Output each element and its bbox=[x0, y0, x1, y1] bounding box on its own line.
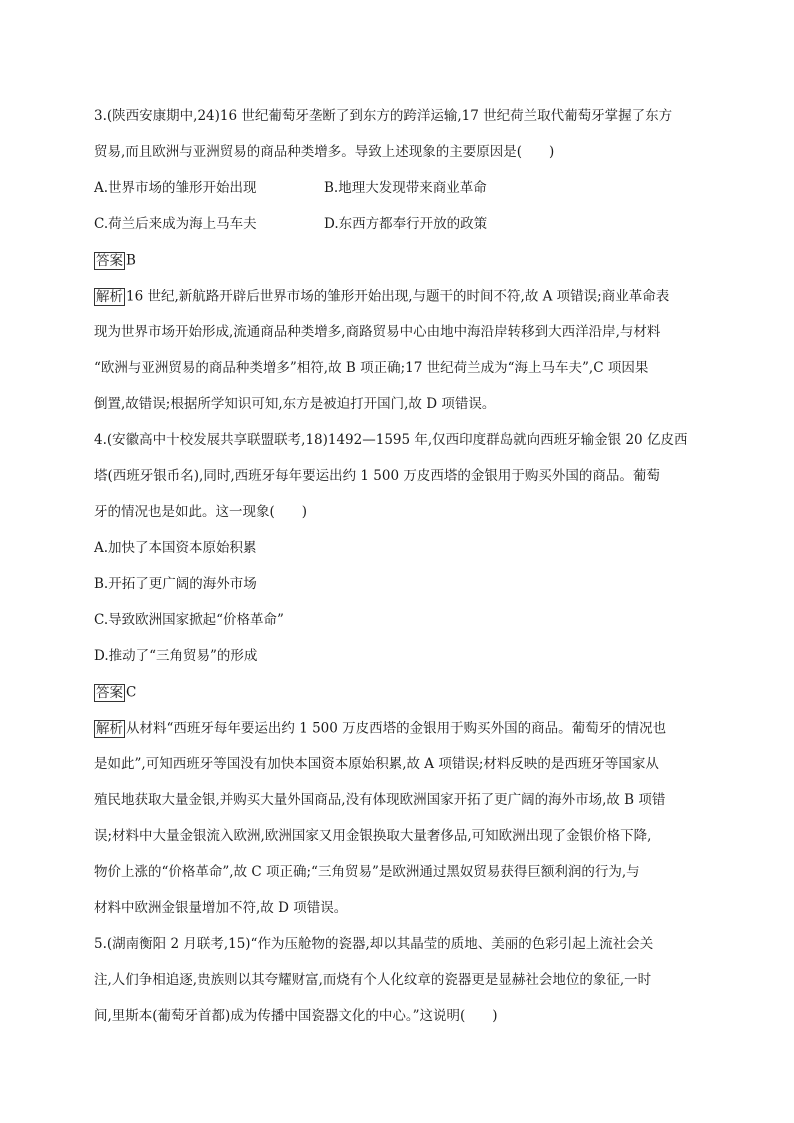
analysis-text: 从材料“西班牙每年要运出约 1 500 万皮西塔的金银用于购买外国的商品。葡萄牙的情况也 bbox=[126, 720, 667, 737]
analysis-line bbox=[94, 710, 696, 746]
analysis-text: 是如此”,可知西班牙等国没有加快本国资本原始积累,故 A 项错误;材料反映的是西班牙等国家从 bbox=[94, 756, 659, 772]
question-stem-line: 5.(湖南衡阳 2 月联考,15)“作为压舱物的瓷器,却以其晶莹的质地、美丽的色彩引起上流社会关 bbox=[94, 936, 654, 952]
question-5 bbox=[94, 926, 696, 1034]
analysis-text: 误;材料中大量金银流入欧洲,欧洲国家又用金银换取大量奢侈品,可知欧洲出现了金银价格下降, bbox=[94, 828, 652, 844]
analysis-text: 殖民地获取大量金银,并购买大量外国商品,没有体现欧洲国家开拓了更广阔的海外市场,故 B 项错 bbox=[94, 792, 666, 808]
analysis-text: 倒置,故错误;根据所学知识可知,东方是被迫打开国门,故 D 项错误。 bbox=[94, 396, 496, 412]
answer-line bbox=[94, 242, 696, 278]
options-row bbox=[94, 206, 696, 242]
question-stem-line: 注,人们争相追逐,贵族则以其夸耀财富,而烧有个人化纹章的瓷器更是显赫社会地位的象征,一时 bbox=[94, 972, 652, 988]
analysis-tag: 解析 bbox=[96, 288, 123, 305]
analysis-text: 材料中欧洲金银量增加不符,故 D 项错误。 bbox=[94, 900, 348, 916]
question-stem-line: 贸易,而且欧洲与亚洲贸易的商品种类增多。导致上述现象的主要原因是( ) bbox=[94, 144, 555, 160]
question-4 bbox=[94, 422, 696, 926]
analysis-line bbox=[94, 278, 696, 314]
analysis-text: 现为世界市场开始形成,流通商品种类增多,商路贸易中心由地中海沿岸转移到大西洋沿岸,与材料 bbox=[94, 324, 661, 340]
question-stem-line: 塔(西班牙银币名),同时,西班牙每年要运出约 1 500 万皮西塔的金银用于购买外国的商品。葡萄 bbox=[94, 468, 660, 484]
answer-tag: 答案 bbox=[96, 252, 123, 269]
analysis-text: “欧洲与亚洲贸易的商品种类增多”相符,故 B 项正确;17 世纪荷兰成为“海上马车夫”,C 项因果 bbox=[94, 360, 649, 376]
option-a: A.加快了本国资本原始积累 bbox=[94, 540, 257, 556]
question-stem-line: 4.(安徽高中十校发展共享联盟联考,18)1492—1595 年,仅西印度群岛就向西班牙输金银 20 亿皮西 bbox=[94, 432, 688, 448]
answer-line bbox=[94, 674, 696, 710]
option-c: C.导致欧洲国家掀起“价格革命” bbox=[94, 612, 284, 628]
analysis-text: 物价上涨的“价格革命”,故 C 项正确;“三角贸易”是欧洲通过黑奴贸易获得巨额利润的行为,与 bbox=[94, 864, 640, 880]
option-c: C.荷兰后来成为海上马车夫 bbox=[94, 216, 257, 232]
question-stem-line: 间,里斯本(葡萄牙首都)成为传播中国瓷器文化的中心。”这说明( ) bbox=[94, 1008, 498, 1024]
answer-tag: 答案 bbox=[96, 684, 123, 701]
option-d: D.推动了“三角贸易”的形成 bbox=[94, 648, 258, 664]
question-stem-line: 牙的情况也是如此。这一现象( ) bbox=[94, 504, 308, 520]
option-b: B.开拓了更广阔的海外市场 bbox=[94, 576, 257, 592]
option-b: B.地理大发现带来商业革命 bbox=[324, 180, 487, 196]
document-content bbox=[94, 98, 696, 1034]
option-a: A.世界市场的雏形开始出现 bbox=[94, 180, 257, 196]
question-stem-line: 3.(陕西安康期中,24)16 世纪葡萄牙垄断了到东方的跨洋运输,17 世纪荷兰取代葡萄牙掌握了东方 bbox=[94, 108, 673, 124]
answer-value: C bbox=[126, 684, 137, 701]
analysis-text: 16 世纪,新航路开辟后世界市场的雏形开始出现,与题干的时间不符,故 A 项错误;商业革命表 bbox=[126, 288, 670, 305]
answer-value: B bbox=[126, 252, 136, 269]
options-row bbox=[94, 170, 696, 206]
analysis-tag: 解析 bbox=[96, 720, 123, 737]
option-d: D.东西方都奉行开放的政策 bbox=[324, 216, 488, 232]
question-3 bbox=[94, 98, 696, 422]
